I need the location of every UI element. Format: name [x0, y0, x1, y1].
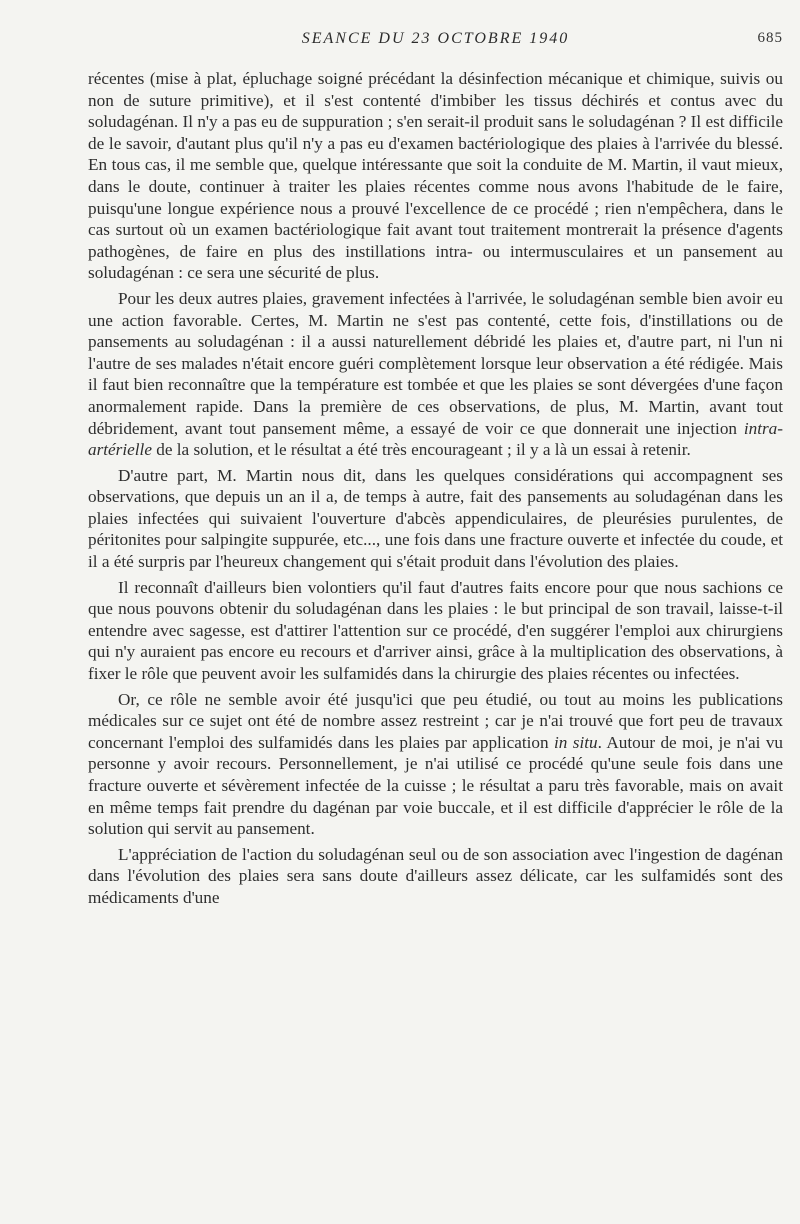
paragraph-2-text-start: Pour les deux autres plaies, gravement infectées à l'arrivée, le soludagénan semble bien avoir eu une action favorable. Certes, M. Martin ne s'est pas contenté, cette fois, d'instillations ou de pansements au soludagénan : il a aussi naturellement débridé les plaies et, d'autre part, ni l'un ni l'autre de ses malades n'était encore guéri complètement lorsque leur observation a été rédigée. Mais il faut bien reconnaître que la température est tombée et que les plaies se sont dévergées d'une façon anormalement rapide. Dans la première de ces observations, de plus, M. Martin, avant tout débridement, avant tout pansement même, a essayé de voir ce que donnerait une injection [88, 288, 783, 438]
paragraph-3-text: D'autre part, M. Martin nous dit, dans les quelques considérations qui accompagnent ses observations, que depuis un an il a, de temps à autre, fait des pansements au soludagénan dans les plaies infectées qui suivaient l'ouverture d'abcès appendiculaires, de pleurésies purulentes, de péritonites pour salpingite suppurée, etc..., une fois dans une fracture ouverte et infectée du coude, et il a été surpris par l'heureux changement qui s'était produit dans l'évolution des plaies. [88, 465, 783, 572]
body-text [88, 68, 783, 913]
paragraph-5-text-end: . Autour de moi, je n'ai vu personne y avoir recours. Personnellement, je n'ai utilisé ce procédé qu'une seule fois dans une fracture ouverte et sévèrement infectée de la cuisse ; le résultat a paru très favorable, mais on avait en même temps fait prendre du dagénan par voie buccale, et il est difficile d'apprécier le rôle de la solution qui servit au pansement. [88, 732, 784, 839]
paragraph-1 [88, 68, 783, 284]
paragraph-6 [88, 844, 783, 909]
running-title: SEANCE DU 23 OCTOBRE 1940 [301, 30, 570, 47]
paragraph-1-text: récentes (mise à plat, épluchage soigné précédant la désinfection mécanique et chimique, suivis ou non de suture primitive), et il s'est contenté d'imbiber les tissus déchirés et contus avec du soludagénan. Il n'y a pas eu de suppuration ; s'en serait-il produit sans le soludagénan ? Il est difficile de le savoir, d'autant plus qu'il n'y a pas eu d'examen bactériologique des plaies à l'arrivée du blessé. En tous cas, il me semble que, quelque intéressante que soit la conduite de M. Martin, il vaut mieux, dans le doute, continuer à traiter les plaies récentes comme nous avons l'habitude de le faire, puisqu'une longue expérience nous a prouvé l'excellence de ce procédé ; rien n'empêchera, dans le cas surtout où un examen bactériologique fait avant tout traitement montrerait la présence d'agents pathogènes, de faire en plus des instillations intra- ou intermusculaires et un pansement au soludagénan : ce sera une sécurité de plus. [88, 69, 783, 283]
paragraph-4 [88, 577, 783, 685]
paragraph-4-text: Il reconnaît d'ailleurs bien volontiers qu'il faut d'autres faits encore pour que nous sachions ce que nous pouvons obtenir du soludagénan dans les plaies : le but principal de son travail, laisse-t-il entendre avec sagesse, est d'attirer l'attention sur ce procédé, d'en suggérer l'emploi aux chirurgiens qui n'y auraient pas encore eu recours et d'arriver ainsi, grâce à la multiplication des observations, à fixer le rôle que peuvent avoir les sulfamidés dans la chirurgie des plaies récentes ou infectées. [88, 577, 783, 684]
paragraph-3 [88, 465, 783, 573]
paragraph-6-text: L'appréciation de l'action du soludagénan seul ou de son association avec l'ingestion de dagénan dans l'évolution des plaies sera sans doute d'ailleurs assez délicate, car les sulfamidés sont des médicaments d'une [88, 844, 783, 907]
emphasis-intra-arterielle: intra-artérielle [88, 418, 783, 460]
running-header [88, 30, 783, 54]
paragraph-5 [88, 689, 783, 840]
paragraph-5-text-start: Or, ce rôle ne semble avoir été jusqu'ici que peu étudié, ou tout au moins les publications médicales sur ce sujet ont été de nombre assez restreint ; car je n'ai trouvé que fort peu de travaux concernant l'emploi des sulfamidés dans les plaies par application [88, 689, 783, 752]
paragraph-2-text-end: de la solution, et le résultat a été très encourageant ; il y a là un essai à retenir. [151, 440, 691, 460]
page-number: 685 [757, 30, 783, 46]
emphasis-in-situ: in situ [554, 732, 598, 752]
paragraph-2 [88, 288, 783, 461]
